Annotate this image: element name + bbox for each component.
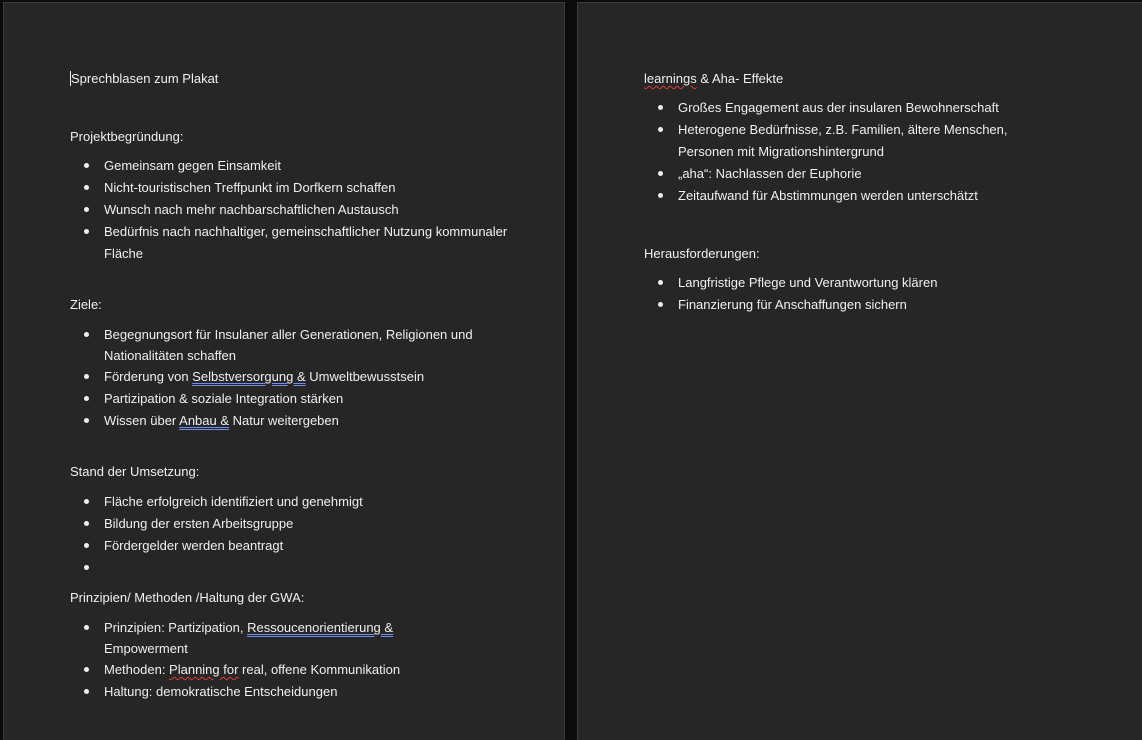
grammar-marked-text[interactable]: Selbstversorgung & bbox=[192, 369, 306, 384]
list-item[interactable]: Langfristige Pflege und Verantwortung klären bbox=[644, 272, 1064, 294]
list-item[interactable]: Fläche erfolgreich identifiziert und genehmigt bbox=[70, 491, 510, 513]
heading-learnings[interactable] bbox=[644, 68, 783, 90]
list-item[interactable]: Finanzierung für Anschaffungen sichern bbox=[644, 294, 1064, 316]
text-run: real, offene Kommunikation bbox=[238, 662, 401, 677]
list-item[interactable] bbox=[70, 659, 510, 681]
list-item[interactable] bbox=[70, 410, 510, 432]
list-item[interactable]: Bedürfnis nach nachhaltiger, gemeinschaftlicher Nutzung kommunaler Fläche bbox=[70, 221, 510, 265]
list-item[interactable]: Nicht-touristischen Treffpunkt im Dorfkern schaffen bbox=[70, 177, 510, 199]
list-item[interactable]: Begegnungsort für Insulaner aller Generationen, Religionen und Nationalitäten schaffen bbox=[70, 324, 510, 366]
heading-projektbegruendung[interactable]: Projektbegründung: bbox=[70, 129, 184, 144]
text-run: Methoden: bbox=[104, 662, 170, 677]
list-item[interactable]: Gemeinsam gegen Einsamkeit bbox=[70, 155, 510, 177]
text-run: Wissen über bbox=[104, 413, 180, 428]
list-item[interactable]: Bildung der ersten Arbeitsgruppe bbox=[70, 513, 510, 535]
list-stand-der-umsetzung bbox=[70, 491, 510, 579]
heading-herausforderungen[interactable]: Herausforderungen: bbox=[644, 246, 760, 261]
list-item[interactable]: Partizipation & soziale Integration stärken bbox=[70, 388, 510, 410]
page-2[interactable] bbox=[577, 2, 1142, 740]
list-item[interactable] bbox=[70, 617, 510, 659]
list-prinzipien bbox=[70, 617, 510, 703]
list-item[interactable] bbox=[70, 366, 510, 388]
text-run: Umweltbewusstsein bbox=[305, 369, 425, 384]
text-run: & Aha- Effekte bbox=[696, 71, 784, 86]
list-herausforderungen bbox=[644, 272, 1064, 316]
heading-prinzipien-methoden-haltung[interactable]: Prinzipien/ Methoden /Haltung der GWA: bbox=[70, 590, 305, 605]
list-item-empty[interactable] bbox=[70, 557, 510, 579]
text-run: Förderung von bbox=[104, 369, 193, 384]
page-1[interactable] bbox=[3, 2, 565, 740]
grammar-marked-text[interactable]: Anbau & bbox=[179, 413, 230, 428]
list-item[interactable]: Heterogene Bedürfnisse, z.B. Familien, ältere Menschen, Personen mit Migrationshintergrund bbox=[644, 119, 1064, 163]
spelling-marked-text[interactable]: Ressoucenorientierung bbox=[247, 620, 381, 635]
heading-ziele[interactable]: Ziele: bbox=[70, 297, 102, 312]
list-item[interactable]: „aha“: Nachlassen der Euphorie bbox=[644, 163, 1064, 185]
list-ziele bbox=[70, 324, 510, 432]
text-run: Empowerment bbox=[104, 641, 188, 656]
document-title[interactable]: Sprechblasen zum Plakat bbox=[71, 71, 219, 86]
text-run: Prinzipien: Partizipation, bbox=[104, 620, 248, 635]
list-learnings bbox=[644, 97, 1064, 207]
grammar-marked-text[interactable]: & bbox=[380, 620, 394, 635]
list-item[interactable]: Haltung: demokratische Entscheidungen bbox=[70, 681, 510, 703]
text-run: Natur weitergeben bbox=[229, 413, 339, 428]
spelling-marked-text[interactable]: Planning for bbox=[169, 662, 239, 677]
list-item[interactable]: Zeitaufwand für Abstimmungen werden unterschätzt bbox=[644, 185, 1064, 207]
spelling-marked-text[interactable]: learnings bbox=[644, 71, 697, 86]
list-item[interactable]: Fördergelder werden beantragt bbox=[70, 535, 510, 557]
list-item[interactable]: Wunsch nach mehr nachbarschaftlichen Austausch bbox=[70, 199, 510, 221]
list-item[interactable]: Großes Engagement aus der insularen Bewohnerschaft bbox=[644, 97, 1064, 119]
list-projektbegruendung bbox=[70, 155, 510, 265]
heading-stand-der-umsetzung[interactable]: Stand der Umsetzung: bbox=[70, 464, 200, 479]
